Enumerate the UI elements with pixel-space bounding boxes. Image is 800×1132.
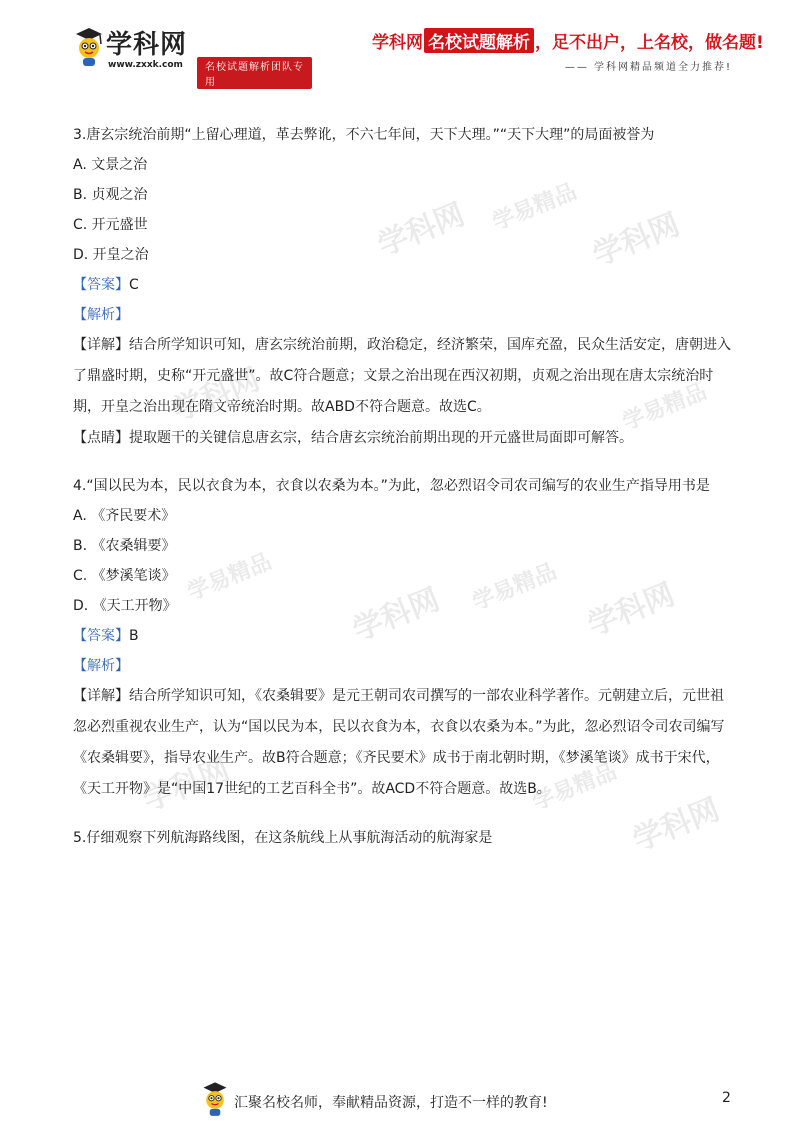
- detail-text: 结合所学知识可知，《农桑辑要》是元王朝司农司撰写的一部农业科学著作。元朝建立后，元世祖忽必烈重视农业生产，认为“国以民为本，民以衣食为本，衣食以农桑为本。”为此，忽必烈诏令司农司编写《农桑辑要》，指导农业生产。故B符合题意；《齐民要术》成书于南北朝时期，《梦溪笔谈》成书于宋代，《天工开物》是“中国17世纪的工艺百科全书”。故ACD不符合题意。故选B。: [73, 688, 725, 797]
- logo-text: 学科网: [106, 30, 188, 60]
- analysis-line: [73, 300, 733, 330]
- watermark: 学科网: [348, 582, 445, 649]
- question-stem: 3.唐玄宗统治前期“上留心理道，革去弊讹，不六七年间，天下大理。”“天下大理”的局面被誉为: [73, 127, 655, 143]
- spacer: [73, 805, 733, 823]
- option-b: B. 贞观之治: [73, 187, 148, 203]
- question-5: [73, 823, 733, 853]
- watermark: 学易精品: [489, 179, 581, 236]
- logo-tag: 名校试题解析团队专用: [197, 57, 312, 89]
- watermark: 学科网: [588, 207, 685, 274]
- document-body: [73, 120, 733, 853]
- page-number: 2: [722, 1090, 731, 1106]
- option-d: D. 《天工开物》: [73, 598, 177, 614]
- watermark: 学科网: [373, 197, 470, 264]
- logo-url: www.zxxk.com: [108, 60, 183, 70]
- footer-slogan: 汇聚名校名师，奉献精品资源，打造不一样的教育!: [234, 1095, 548, 1111]
- option-c: C. 《梦溪笔谈》: [73, 568, 176, 584]
- page-header: [0, 0, 800, 88]
- analysis-tag: 【解析】: [73, 307, 129, 323]
- mascot-icon: [72, 26, 106, 70]
- tip-paragraph: [73, 423, 733, 453]
- detail-tag: 【详解】: [73, 337, 129, 353]
- zxxk-logo: [72, 20, 312, 88]
- analysis-line: [73, 651, 733, 681]
- analysis-tag: 【解析】: [73, 658, 129, 674]
- tip-text: 提取题干的关键信息唐玄宗，结合唐玄宗统治前期出现的开元盛世局面即可解答。: [129, 430, 633, 446]
- mascot-icon: [200, 1080, 230, 1120]
- watermark: 学易精品: [184, 549, 276, 606]
- option-a: A. 《齐民要术》: [73, 508, 176, 524]
- slogan-main: [372, 28, 764, 53]
- answer-line: [73, 621, 733, 651]
- detail-paragraph: [73, 330, 733, 423]
- question-3: [73, 120, 733, 453]
- watermark: 学科网: [628, 792, 725, 859]
- answer-value: C: [129, 277, 139, 293]
- watermark: 学科网: [583, 577, 680, 644]
- detail-text: 结合所学知识可知，唐玄宗统治前期，政治稳定，经济繁荣，国库充盈，民众生活安定，唐朝进入了鼎盛时期，史称“开元盛世”。故C符合题意；文景之治出现在西汉初期，贞观之治出现在唐太宗统治时期，开皇之治出现在隋文帝统治时期。故ABD不符合题意。故选C。: [73, 337, 731, 415]
- slogan-badge: 名校试题解析: [424, 28, 534, 53]
- spacer: [73, 453, 733, 471]
- tip-tag: 【点睛】: [73, 430, 129, 446]
- answer-line: [73, 270, 733, 300]
- answer-tag: 【答案】: [73, 277, 129, 293]
- watermark: 学科网: [138, 752, 235, 819]
- slogan-part-a: 学科网: [372, 33, 423, 53]
- watermark: 学易精品: [619, 379, 711, 436]
- answer-tag: 【答案】: [73, 628, 129, 644]
- slogan-part-b: ，足不出户，上名校，做名题!: [535, 33, 764, 53]
- question-stem: 5.仔细观察下列航海路线图，在这条航线上从事航海活动的航海家是: [73, 830, 493, 846]
- header-slogan: [372, 28, 764, 78]
- detail-paragraph: [73, 681, 733, 805]
- option-a: A. 文景之治: [73, 157, 148, 173]
- watermark: 学易精品: [529, 759, 621, 816]
- question-stem: 4.“国以民为本，民以衣食为本，衣食以农桑为本。”为此，忽必烈诏令司农司编写的农业生产指导用书是: [73, 478, 710, 494]
- option-b: B. 《农桑辑要》: [73, 538, 176, 554]
- option-c: C. 开元盛世: [73, 217, 148, 233]
- watermark: 学科网: [168, 362, 265, 429]
- option-d: D. 开皇之治: [73, 247, 149, 263]
- page-footer: [0, 1080, 800, 1130]
- detail-tag: 【详解】: [73, 688, 129, 704]
- question-4: [73, 471, 733, 805]
- slogan-sub: —— 学科网精品频道全力推荐!: [564, 62, 732, 73]
- watermark: 学易精品: [469, 559, 561, 616]
- answer-value: B: [129, 628, 139, 644]
